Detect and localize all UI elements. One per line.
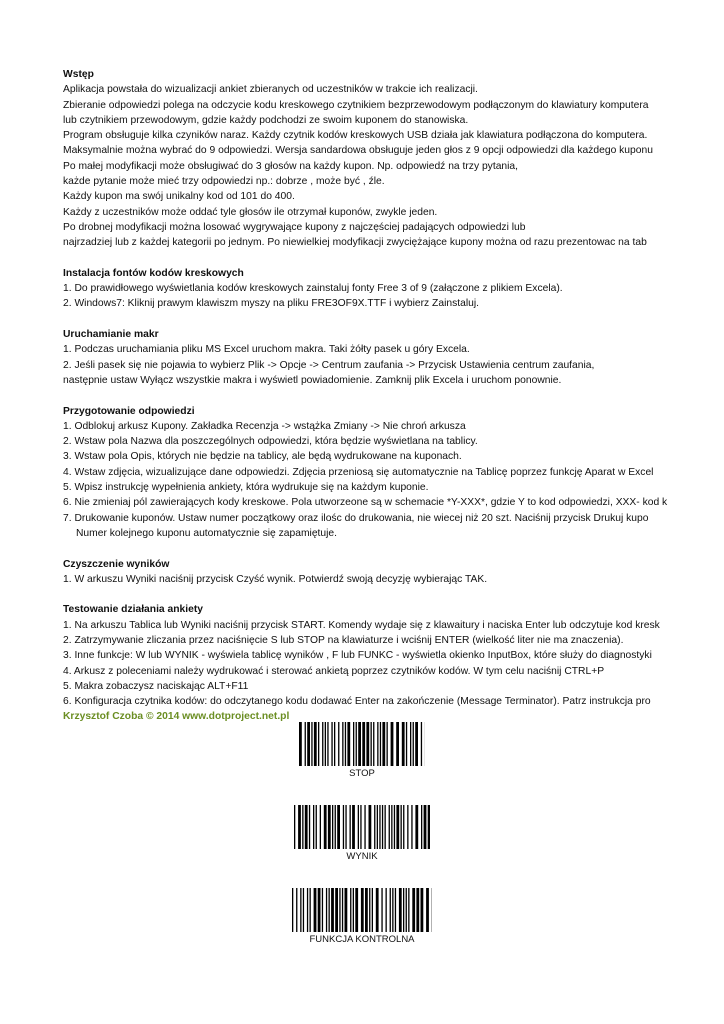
intro-line: Zbieranie odpowiedzi polega na odczycie kodu kreskowego czytnikiem bezprzewodowym podłączonym do klawiatury komputera	[63, 99, 649, 111]
testing-line: 4. Arkusz z poleceniami należy wydrukować i sterować ankietą poprzez czytników kodów. W tym celu naciśnij CTRL+P	[63, 665, 605, 677]
barcode-wynik[interactable]	[0, 805, 724, 862]
prepare-line: 5. Wpisz instrukcję wypełnienia ankiety, która wydrukuje się na każdym kuponie.	[63, 482, 429, 494]
barcode-bar	[352, 805, 355, 849]
barcode-bar	[294, 805, 295, 849]
spacer	[63, 541, 724, 556]
barcode-bar	[342, 888, 343, 932]
barcode-bar	[300, 888, 301, 932]
testing-line: 3. Inne funkcje: W lub WYNIK - wyświela tablicę wyników , F lub FUNKC - wyświetla okienko InputBox, które służy do diagnostyki	[63, 650, 652, 662]
barcode-bar	[379, 805, 380, 849]
barcode-bar	[374, 805, 375, 849]
barcode-bar	[391, 722, 394, 766]
barcode-bar	[413, 722, 414, 766]
barcode-bar	[410, 722, 411, 766]
barcode-bar	[382, 722, 385, 766]
barcode-stop[interactable]	[0, 722, 724, 779]
barcode-icon	[294, 805, 430, 849]
section-heading-macros: Uruchamianie makr	[63, 329, 159, 341]
barcode-bar	[364, 805, 365, 849]
barcode-bar	[343, 805, 344, 849]
prepare-continuation: Numer kolejnego kuponu automatycznie się zapamiętuje.	[76, 527, 338, 539]
barcode-funkcja-kontrolna[interactable]	[0, 888, 724, 945]
barcode-bar	[309, 805, 310, 849]
barcode-bar	[310, 888, 311, 932]
section-heading-fonts: Instalacja fontów kodów kreskowych	[63, 267, 244, 279]
barcode-bar	[395, 888, 396, 932]
barcode-bar	[369, 805, 372, 849]
barcode-bar	[401, 805, 402, 849]
section-heading-prepare: Przygotowanie odpowiedzi	[63, 405, 195, 417]
barcode-bar	[421, 805, 422, 849]
barcode-bar	[350, 805, 351, 849]
barcode-bar	[403, 805, 404, 849]
barcode-bar	[412, 888, 415, 932]
barcode-bar	[377, 805, 378, 849]
barcode-bar	[307, 888, 308, 932]
barcode-bar	[426, 888, 429, 932]
barcode-bar	[380, 722, 381, 766]
intro-line: Po małej modyfikacji może obsługiwać do 3 głosów na każdy kupon. Np. odpowiedź na trzy pytania,	[63, 160, 519, 172]
barcode-bar	[322, 722, 323, 766]
barcode-bar	[302, 805, 303, 849]
barcode-bar	[389, 805, 390, 849]
barcode-bar	[424, 805, 427, 849]
clear-line: 1. W arkuszu Wyniki naciśnij przycisk Czyść wynik. Potwierdź swoją decyzję wybierając TAK.	[63, 573, 488, 585]
section-heading-testing: Testowanie działania ankiety	[63, 604, 204, 616]
barcode-bar	[381, 888, 382, 932]
spacer	[63, 587, 724, 602]
barcode-bar	[345, 722, 346, 766]
barcode-bar	[305, 805, 308, 849]
prepare-line: 1. Odblokuj arkusz Kupony. Zakładka Recenzja -> wstążka Zmiany -> Nie chroń arkusza	[63, 420, 466, 432]
barcode-label: STOP	[349, 768, 375, 779]
barcode-bar	[403, 888, 404, 932]
barcode-bar	[332, 805, 333, 849]
barcode-bar	[392, 888, 393, 932]
barcode-bar	[382, 805, 383, 849]
intro-line: każde pytanie może mieć trzy odpowiedzi np.: dobrze , może być , źle.	[63, 176, 385, 188]
barcode-icon	[292, 888, 432, 932]
barcode-bar	[366, 722, 369, 766]
barcode-bar	[342, 722, 343, 766]
barcode-bar	[360, 805, 361, 849]
barcode-bar	[372, 888, 373, 932]
barcode-bar	[428, 805, 430, 849]
barcode-bar	[394, 805, 395, 849]
barcode-label: FUNKCJA KONTROLNA	[309, 934, 415, 945]
barcode-bar	[314, 888, 317, 932]
barcode-bar	[390, 888, 391, 932]
barcode-bar	[411, 805, 412, 849]
barcode-bar	[385, 805, 386, 849]
barcode-bar	[396, 722, 399, 766]
intro-line: Każdy kupon ma swój unikalny kod od 101 do 400.	[63, 191, 295, 203]
barcode-bar	[335, 805, 336, 849]
intro-line: Program obsługuje kilka czyników naraz. Każdy czytnik kodów kreskowych USB działa jak klawiatura podłączona do komputera.	[63, 130, 648, 142]
barcode-bar	[369, 888, 370, 932]
barcode-bar	[345, 805, 346, 849]
barcode-bar	[292, 888, 293, 932]
barcode-bar	[406, 722, 407, 766]
barcode-bar	[421, 722, 422, 766]
barcode-bar	[353, 722, 354, 766]
prepare-line: 3. Wstaw pola Opis, których nie będzie na tablicy, ale będą wydrukowane na kuponach.	[63, 451, 462, 463]
barcode-bar	[320, 805, 321, 849]
intro-line: lub czytnikiem przewodowym, gdzie każdy podchodzi ze swoim kuponem do stanowiska.	[63, 114, 469, 126]
barcode-bar	[415, 722, 418, 766]
barcode-bar	[331, 888, 334, 932]
barcode-bar	[347, 722, 350, 766]
prepare-line: 6. Nie zmieniaj pól zawierających kody kreskowe. Pola utworzeone są w schemacie *Y-XXX*, gdzie Y to kod odpowiedzi, XXX- kod k	[63, 497, 668, 509]
barcode-bar	[303, 888, 304, 932]
barcode-bar	[365, 888, 368, 932]
barcode-bar	[328, 805, 331, 849]
barcode-bar	[361, 888, 364, 932]
testing-line: 6. Konfiguracja czytnika kodów: do odczytanego kodu dodawać Enter na zakończenie (Message Terminator). Patrz instrukcja pro	[63, 696, 651, 708]
spacer	[63, 312, 724, 327]
barcode-bar	[373, 722, 374, 766]
spacer	[63, 388, 724, 403]
barcode-bar	[406, 888, 407, 932]
barcode-bar	[399, 888, 402, 932]
barcode-bar	[307, 722, 310, 766]
macros-line: 1. Podczas uruchamiania pliku MS Excel uruchom makra. Taki żółty pasek u góry Excela.	[63, 344, 470, 356]
barcode-bar	[358, 805, 359, 849]
barcode-bar	[335, 888, 338, 932]
barcode-bar	[377, 722, 378, 766]
barcode-bar	[376, 888, 379, 932]
barcode-bar	[314, 722, 317, 766]
testing-line: 2. Zatrzymywanie zliczania przez naciśnięcie S lub STOP na klawiaturze i wciśnij ENTER (wielkość liter nie ma znaczenia).	[63, 634, 624, 646]
barcode-bar	[358, 722, 361, 766]
section-heading-clear: Czyszczenie wyników	[63, 558, 170, 570]
fonts-line: 1. Do prawidłowego wyświetlania kodów kreskowych zainstaluj fonty Free 3 of 9 (załączone z plikiem Excela).	[63, 283, 563, 295]
barcode-bar	[296, 888, 297, 932]
barcode-bar	[318, 722, 319, 766]
intro-line: Każdy z uczestników może oddać tyle głosów ile otrzymał kuponów, zwykle jeden.	[63, 206, 438, 218]
barcode-bar	[387, 722, 388, 766]
testing-line: 1. Na arkuszu Tablica lub Wyniki naciśnij przycisk START. Komendy wydaje się z klawaitury i naciska Enter lub odczytuje kod kresk	[63, 619, 660, 631]
barcode-bar	[337, 805, 340, 849]
barcode-bar	[353, 888, 354, 932]
barcode-bar	[324, 805, 327, 849]
barcode-bar	[339, 888, 340, 932]
prepare-line: 7. Drukowanie kuponów. Ustaw numer początkowy oraz ilośc do drukowania, nie wiecej niż 20 szt. Naciśnij przycisk Drukuj kupo	[63, 512, 649, 524]
barcode-bar	[305, 722, 306, 766]
intro-line: Po drobnej modyfikacji można losować wygrywające kupony z najczęściej padających odpowiedzi lub	[63, 221, 526, 233]
prepare-line: 2. Wstaw pola Nazwa dla poszczególnych odpowiedzi, która będzie wyświetlana na tablicy.	[63, 436, 478, 448]
barcode-bar	[311, 722, 312, 766]
barcode-bar	[326, 888, 327, 932]
prepare-line: 4. Wstaw zdjęcia, wizualizujące dane odpowiedzi. Zdjęcia przeniosą się automatycznie na Tablicę poprzez funkcję Aparat w Excel	[63, 466, 654, 478]
barcode-label: WYNIK	[346, 851, 378, 862]
barcode-bar	[313, 805, 314, 849]
document-body	[63, 67, 724, 725]
macros-line: 2. Jeśli pasek się nie pojawia to wybierz Plik -> Opcje -> Centrum zaufania -> Przycisk Ustawienia centrum zaufania,	[63, 359, 595, 371]
barcode-bar	[386, 888, 387, 932]
barcode-bar	[391, 805, 392, 849]
barcode-bar	[350, 888, 351, 932]
fonts-line: 2. Windows7: Kliknij prawym klawiszm myszy na pliku FRE3OF9X.TTF i wybierz Zainstaluj.	[63, 298, 479, 310]
barcode-bar	[402, 722, 405, 766]
barcode-bar	[421, 888, 424, 932]
barcode-bar	[329, 888, 330, 932]
barcode-bar	[331, 722, 332, 766]
barcode-bar	[322, 888, 323, 932]
barcode-bar	[334, 722, 335, 766]
intro-line: Maksymalnie można wybrać do 9 odpowiedzi. Wersja sandardowa obsługuje jeden głos z 9 opcji odpowiedzi dla każdego kuponu	[63, 145, 653, 157]
intro-line: najrzadziej lub z każdej kategorii po jednym. Po niewielkiej modyfikacji zwyciężające kupony można od razu prezentowac na tab	[63, 237, 647, 249]
intro-line: Aplikacja powstała do wizualizacji ankiet zbieranych od uczestników w trakcie ich realizacji.	[63, 84, 478, 96]
barcode-bar	[408, 888, 409, 932]
barcode-icon	[299, 722, 425, 766]
author-footer: Krzysztof Czoba © 2014 www.dotproject.net.pl	[63, 711, 290, 723]
barcode-bar	[298, 805, 301, 849]
section-heading-intro: Wstęp	[63, 69, 94, 80]
barcode-bar	[371, 722, 372, 766]
barcode-bar	[327, 722, 328, 766]
barcode-bar	[415, 805, 418, 849]
barcode-bar	[355, 888, 358, 932]
barcode-bar	[338, 722, 339, 766]
barcode-bar	[299, 722, 302, 766]
barcode-bar	[416, 888, 419, 932]
barcode-bar	[325, 722, 326, 766]
spacer	[63, 251, 724, 266]
barcode-bar	[316, 805, 317, 849]
barcode-bar	[362, 722, 365, 766]
barcode-bar	[345, 888, 348, 932]
barcode-bar	[407, 805, 408, 849]
barcode-bar	[318, 888, 321, 932]
macros-line: następnie ustaw Wyłącz wszystkie makra i wyświetl powiadomienie. Zamknij plik Excela i uruchom ponownie.	[63, 374, 562, 386]
barcode-bar	[396, 805, 399, 849]
testing-line: 5. Makra zobaczysz naciskając ALT+F11	[63, 680, 249, 692]
barcode-bar	[356, 722, 357, 766]
